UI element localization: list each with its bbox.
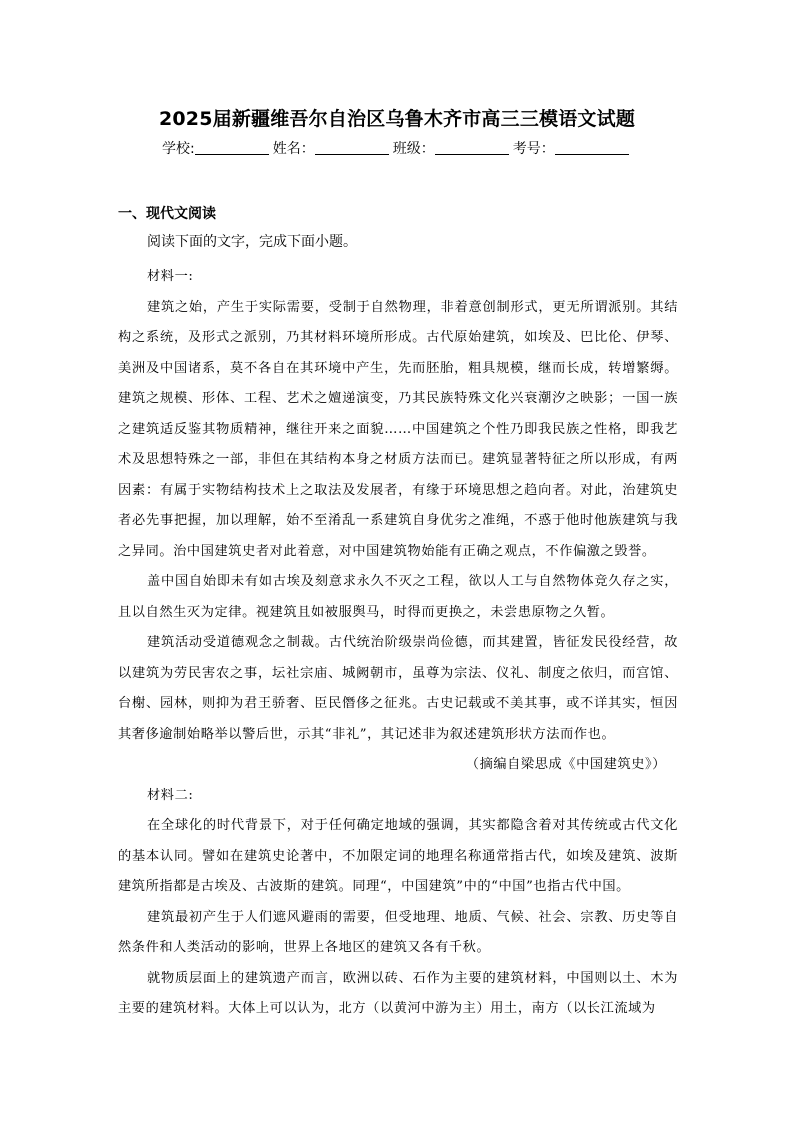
material-1-paragraph: 建筑活动受道德观念之制裁。古代统治阶级崇尚俭德，而其建置，皆征发民役经营，故以建筑为劳民害农之事，坛社宗庙、城阙朝市，虽尊为宗法、仪礼、制度之依归，而宫馆、台榭、园林，则抑为君王骄奢、臣民僭侈之征兆。古史记载或不美其事，或不详其实，恒因其奢侈逾制始略举以警后世，示其“非礼”，其记述非为叙述建筑形状方法而作也。 — [118, 635, 678, 742]
exam-number-blank — [555, 140, 629, 155]
name-label: 姓名： — [272, 141, 315, 157]
school-blank — [195, 140, 269, 155]
school-label: 学校: — [162, 141, 195, 157]
material-1-label: 材料一: — [147, 269, 194, 284]
material-1-paragraph: 建筑之始，产生于实际需要，受制于自然物理，非着意创制形式，更无所谓派别。其结构之系统，及形式之派别，乃其材料环境所形成。古代原始建筑，如埃及、巴比伦、伊琴、美洲及中国诸系，莫不各自在其环境中产生，先而胚胎，粗具规模，继而长成，转增繁缛。建筑之规模、形体、工程、艺术之嬗递演变，乃其民族特殊文化兴衰潮汐之映影；一国一族之建筑适反鉴其物质精神，继往开来之面貌……中国建筑之个性乃即我民族之性格，即我艺术及思想特殊之一部，非但在其结构本身之材质方法而已。建筑显著特征之所以形成，有两因素：有属于实物结构技术上之取法及发展者，有缘于环境思想之趋向者。对此，治建筑史者必先事把握，加以理解，始不至淆乱一系建筑自身优劣之准绳，不惑于他时他族建筑与我之异同。治中国建筑史者对此着意，对中国建筑物始能有正确之观点，不作偏激之毁誉。 — [118, 299, 678, 559]
material-2-paragraph: 建筑最初产生于人们遮风避雨的需要，但受地理、地质、气候、社会、宗教、历史等自然条件和人类活动的影响，世界上各地区的建筑又各有千秋。 — [118, 909, 678, 955]
section-heading: 一、现代文阅读 — [118, 206, 216, 222]
exam-number-label: 考号： — [512, 141, 555, 157]
material-2-label: 材料二: — [147, 787, 194, 803]
class-label: 班级： — [392, 141, 435, 157]
material-2-paragraph: 在全球化的时代背景下，对于任何确定地域的强调，其实都隐含着对其传统或古代文化的基本认同。譬如在建筑史论著中，不加限定词的地理名称通常指古代，如埃及建筑、波斯建筑所指都是古埃及、古波斯的建筑。同理“，中国建筑”中的“中国”也指古代中国。 — [118, 818, 678, 894]
material-1-paragraph: 盖中国自始即未有如古埃及刻意求永久不灭之工程，欲以人工与自然物体竞久存之实，且以自然生灭为定律。视建筑且如被服舆马，时得而更换之，未尝患原物之久暂。 — [118, 574, 678, 620]
reading-passage — [118, 262, 678, 1025]
material-1-source: （摘编自梁思成《中国建筑史》） — [465, 757, 666, 772]
class-blank — [435, 140, 509, 155]
name-blank — [315, 140, 389, 155]
reading-instruction: 阅读下面的文字，完成下面小题。 — [147, 234, 357, 250]
student-info-line — [162, 138, 633, 158]
document-title: 2025届新疆维吾尔自治区乌鲁木齐市高三三模语文试题 — [158, 108, 636, 130]
material-2-paragraph: 就物质层面上的建筑遗产而言，欧洲以砖、石作为主要的建筑材料，中国则以土、木为主要的建筑材料。大体上可以认为，北方（以黄河中游为主）用土，南方（以长江流域为 — [118, 970, 678, 1016]
